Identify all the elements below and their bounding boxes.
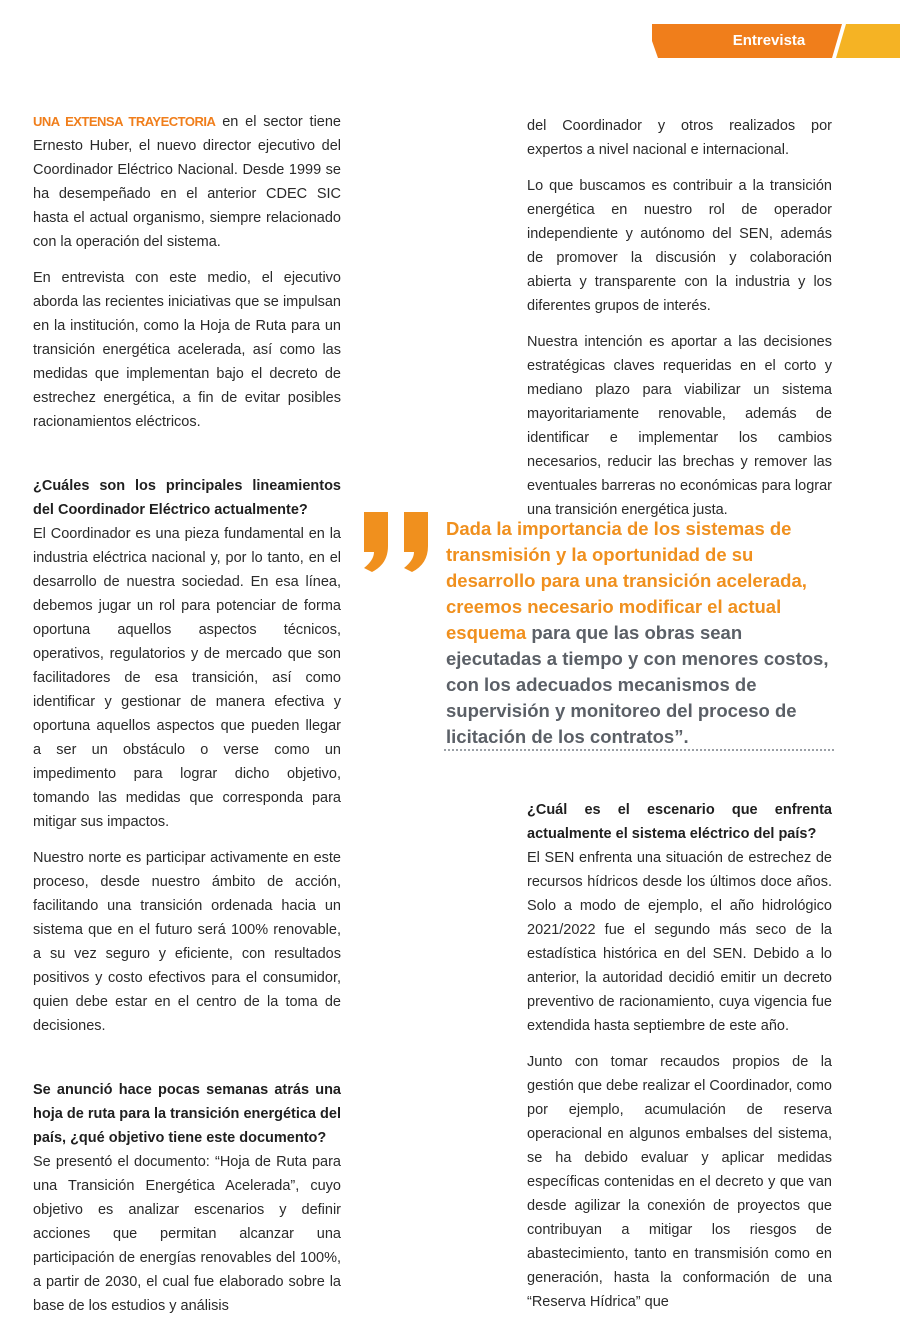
left-column — [33, 110, 341, 1330]
intro-paragraph-2: En entrevista con este medio, el ejecutivo aborda las recientes iniciativas que se impulsan en la institución, como la Hoja de Ruta para un transición energética acelerada, así como las medidas que implementan bajo el decreto de estrechez energética, a fin de evitar posibles racionamientos eléctricos. — [33, 270, 341, 430]
right-paragraph-1: del Coordinador y otros realizados por expertos a nivel nacional e internacional. — [527, 118, 832, 158]
answer-3-p2: Junto con tomar recaudos propios de la gestión que debe realizar el Coordinador, como por ejemplo, acumulación de reserva operacional en algunos embalses del sistema, se ha debido evaluar y aplicar medidas específicas contenidas en el decreto y que van desde agilizar la conexión de proyectos que contribuyan a mitigar los riesgos de abastecimiento, tanto en transmisión como en generación, hasta la conformación de una “Reserva Hídrica” que — [527, 1054, 832, 1310]
pull-quote-highlight: Dada la importancia de los sistemas de transmisión y la oportunidad de su desarrollo para una transición acelerada, creemos necesario modificar el actual esquema — [446, 518, 807, 643]
right-column-bottom — [527, 798, 832, 1326]
section-tag-label: Entrevista — [732, 32, 806, 49]
section-tag — [652, 24, 900, 58]
pull-quote — [446, 516, 836, 750]
intro-paragraph — [33, 110, 341, 254]
dotted-divider — [444, 749, 834, 751]
answer-1-p2: Nuestro norte es participar activamente en este proceso, desde nuestro ámbito de acción, facilitando una transición ordenada hacia un sistema que en el futuro será 100% renovable, a su vez seguro y eficiente, con resultados positivos y costo efectivos para el consumidor, quien debe estar en el centro de la toma de decisiones. — [33, 850, 341, 1034]
right-column-top — [527, 114, 832, 534]
quote-marks-icon — [360, 512, 440, 572]
answer-1-p1: El Coordinador es una pieza fundamental en la industria eléctrica nacional y, por lo tanto, en el desarrollo de nuestra sociedad. En esa línea, debemos jugar un rol para potenciar de forma oportuna aquellos aspectos técnicos, operativos, regulatorios y de mercado que son facilitadores de esa transición, así como identificar y gestionar de manera efectiva y oportuna aquellos aspectos que pueden llegar a ser un obstáculo o verse como un impedimento para lograr dicho objetivo, tomando las medidas que corresponda para mitigar sus impactos. — [33, 526, 341, 830]
intro-lead: UNA EXTENSA TRAYECTORIA — [33, 114, 216, 129]
intro-text: en el sector tiene Ernesto Huber, el nuevo director ejecutivo del Coordinador Eléctrico Nacional. Desde 1999 se ha desempeñado en el anterior CDEC SIC hasta el actual organismo, siempre relacionado con la operación del sistema. — [33, 114, 341, 250]
question-1: ¿Cuáles son los principales lineamientos del Coordinador Eléctrico actualmente? — [33, 478, 341, 518]
right-paragraph-2: Lo que buscamos es contribuir a la transición energética en nuestro rol de operador independiente y autónomo del SEN, además de promover la discusión y colaboración abierta y transparente con la industria y los diferentes grupos de interés. — [527, 178, 832, 314]
answer-3-p1: El SEN enfrenta una situación de estrechez de recursos hídricos desde los últimos doce años. Solo a modo de ejemplo, el año hidrológico 2021/2022 fue el segundo más seco de la estadística histórica en del SEN. Debido a lo anterior, la autoridad decidió emitir un decreto preventivo de racionamiento, cuya vigencia fue extendida hasta septiembre de este año. — [527, 850, 832, 1034]
question-3: ¿Cuál es el escenario que enfrenta actualmente el sistema eléctrico del país? — [527, 802, 832, 842]
pull-quote-rest: para que las obras sean ejecutadas a tiempo y con menores costos, con los adecuados mecanismos de supervisión y monitoreo del proceso de licitación de los contratos”. — [446, 622, 829, 747]
answer-2-p1: Se presentó el documento: “Hoja de Ruta para una Transición Energética Acelerada”, cuyo objetivo es analizar escenarios y definir acciones que permitan alcanzar una participación de energías renovables del 100%, a partir de 2030, el cual fue elaborado sobre la base de los estudios y análisis — [33, 1154, 341, 1314]
question-2: Se anunció hace pocas semanas atrás una hoja de ruta para la transición energética del país, ¿qué objetivo tiene este documento? — [33, 1082, 341, 1146]
right-paragraph-3: Nuestra intención es aportar a las decisiones estratégicas claves requeridas en el corto y mediano plazo para viabilizar un sistema mayoritariamente renovable, además de identificar e implementar los cambios necesarios, reducir las brechas y remover las eventuales barreras no económicas para lograr una transición energética justa. — [527, 334, 832, 518]
